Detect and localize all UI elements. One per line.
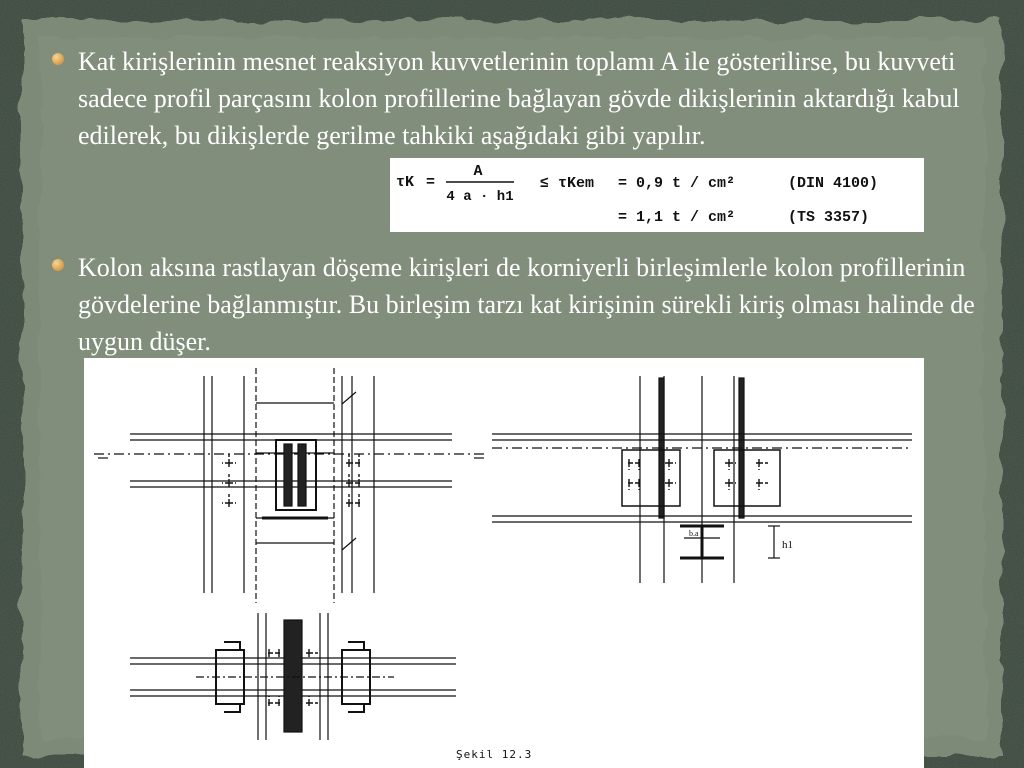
formula-relation: ≤ τKem bbox=[540, 175, 595, 192]
formula-denominator: 4 a · h1 bbox=[446, 189, 514, 205]
formula-line2-value: = 1,1 t / cm² bbox=[618, 209, 736, 226]
formula-image bbox=[390, 158, 924, 232]
formula-lhs: τK bbox=[396, 174, 415, 191]
connection-drawing-figure bbox=[84, 358, 924, 768]
drawing-bottom-plan bbox=[130, 613, 456, 740]
bullet-1-text: Kat kirişlerinin mesnet reaksiyon kuvvetlerinin toplamı A ile gösterilirse, bu kuvveti sadece profil parçasını kolon profillerine bağlayan gövde dikişlerinin aktardığı kabul edilerek, bu dikişlerde gerilme tahkiki aşağıdaki gibi yapılır. bbox=[78, 47, 960, 150]
dimension-ba-label: b.a bbox=[689, 529, 699, 538]
formula-line1-standard: (DIN 4100) bbox=[788, 175, 879, 192]
bullet-2 bbox=[78, 249, 988, 360]
drawing-top-left bbox=[94, 368, 484, 603]
formula-line1-value: = 0,9 t / cm² bbox=[618, 175, 736, 192]
drawing-top-right bbox=[492, 376, 912, 583]
bullet-2-text: Kolon aksına rastlayan döşeme kirişleri de korniyerli birleşimlerle kolon profillerinin gövdelerine bağlanmıştır. Bu birleşim tarzı kat kirişinin sürekli kiriş olması halinde de uygun düşer. bbox=[78, 253, 975, 356]
bullet-dot-icon bbox=[52, 259, 64, 271]
bullet-dot-icon bbox=[52, 53, 64, 65]
formula-line2-standard: (TS 3357) bbox=[788, 209, 870, 226]
formula-numerator: A bbox=[473, 163, 483, 180]
dimension-h1-label: h1 bbox=[782, 539, 793, 551]
figure-caption: Şekil 12.3 bbox=[456, 748, 533, 761]
bullet-1 bbox=[78, 43, 988, 154]
svg-text:=: = bbox=[426, 174, 436, 191]
technical-drawing bbox=[84, 358, 924, 768]
